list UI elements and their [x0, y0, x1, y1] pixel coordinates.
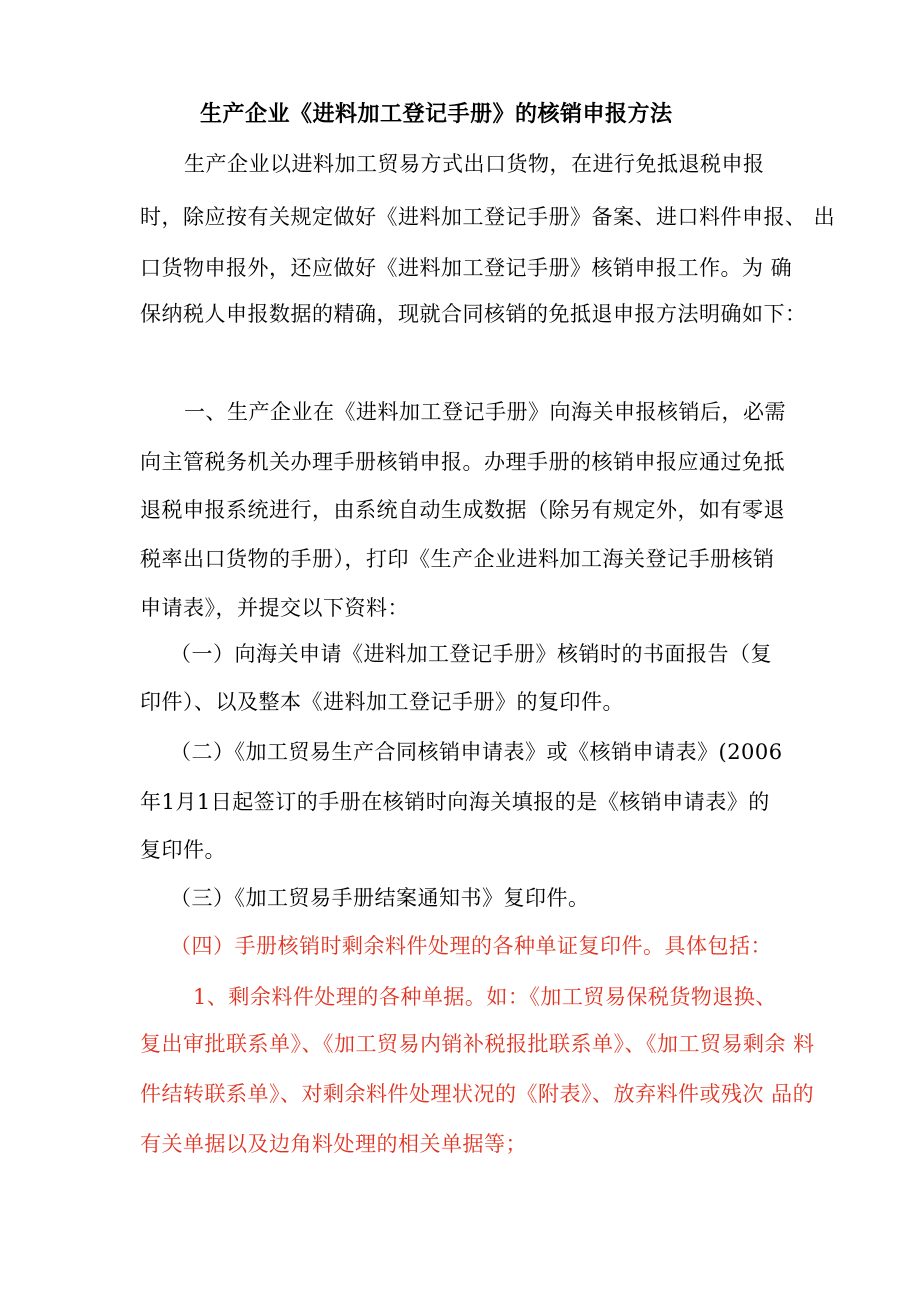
item4-1-line: 复出审批联系单》、《加工贸易内销补税报批联系单》、《加工贸易剩余 料	[140, 1032, 815, 1056]
item3-line: （三）《加工贸易手册结案通知书》复印件。	[170, 886, 590, 910]
intro-line: 生产企业以进料加工贸易方式出口货物，在进行免抵退税申报	[184, 152, 765, 176]
section1-line: 一、生产企业在《进料加工登记手册》向海关申报核销后，必需	[184, 400, 786, 424]
item4-1-line: 有关单据以及边角料处理的相关单据等；	[140, 1132, 527, 1156]
doc-title: 生产企业《进料加工登记手册》的核销申报方法	[200, 101, 673, 127]
section1-line: 向主管税务机关办理手册核销申报。办理手册的核销申报应通过免抵	[140, 450, 785, 474]
item4-1-line: 1、剩余料件处理的各种单据。如：《加工贸易保税货物退换、	[193, 985, 777, 1009]
item4-1-line: 件结转联系单》、对剩余料件处理状况的《附表》、放弃料件或残次 品的	[140, 1082, 815, 1106]
section1-line: 申请表》，并提交以下资料：	[140, 596, 409, 620]
item4-line: （四）手册核销时剩余料件处理的各种单证复印件。具体包括：	[170, 934, 772, 958]
section1-line: 税率出口货物的手册），打印《生产企业进料加工海关登记手册核销	[140, 547, 775, 571]
item1-line: （一）向海关申请《进料加工登记手册》核销时的书面报告（复	[170, 642, 772, 666]
item2-line: 复印件。	[140, 838, 226, 862]
intro-line: 保纳税人申报数据的精确，现就合同核销的免抵退申报方法明确如下：	[140, 302, 807, 326]
item2-line: （二）《加工贸易生产合同核销申请表》或《核销申请表》(2006	[170, 740, 783, 764]
intro-line: 时，除应按有关规定做好《进料加工登记手册》备案、进口料件申报、 出	[140, 205, 836, 229]
intro-line: 口货物申报外，还应做好《进料加工登记手册》核销申报工作。为 确	[140, 256, 793, 280]
section1-line: 退税申报系统进行，由系统自动生成数据（除另有规定外，如有零退	[140, 498, 785, 522]
item1-line: 印件）、以及整本《进料加工登记手册》的复印件。	[140, 690, 624, 714]
item2-line: 年1月1日起签订的手册在核销时向海关填报的是《核销申请表》的	[140, 790, 770, 814]
